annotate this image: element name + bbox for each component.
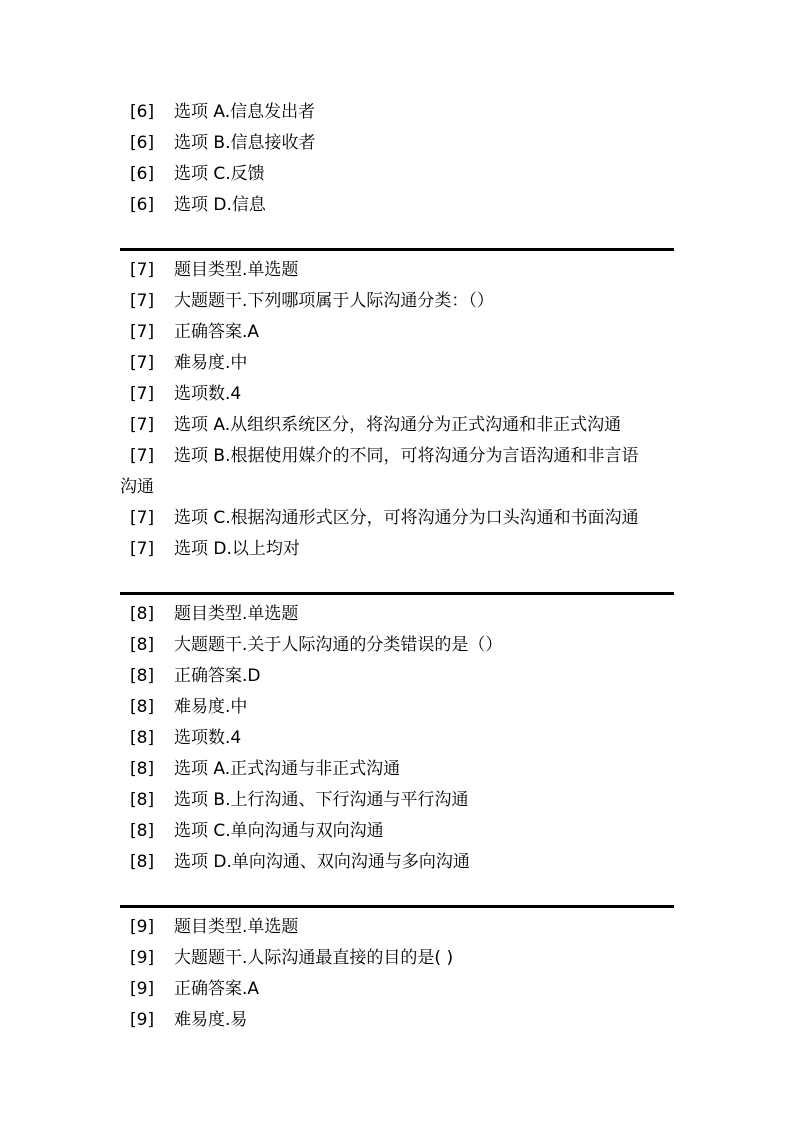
document-line <box>120 912 674 943</box>
document-line <box>120 410 674 441</box>
document-line <box>120 630 674 661</box>
document-line <box>120 128 674 159</box>
line-text: 选项 B.根据使用媒介的不同，可将沟通分为言语沟通和非言语 <box>174 446 639 466</box>
line-text: 题目类型.单选题 <box>174 604 299 624</box>
line-text: 大题题干.关于人际沟通的分类错误的是（） <box>174 635 503 655</box>
question-block-8 <box>120 599 674 878</box>
line-text: 选项 C.反馈 <box>174 164 265 184</box>
question-number: [8] <box>130 697 155 717</box>
line-text: 选项 C.根据沟通形式区分，可将沟通分为口头沟通和书面沟通 <box>174 508 639 528</box>
line-text: 选项 A.正式沟通与非正式沟通 <box>174 759 401 779</box>
document-line <box>120 159 674 190</box>
question-block-9 <box>120 912 674 1036</box>
line-text: 选项 D.单向沟通、双向沟通与多向沟通 <box>174 852 470 872</box>
document-line <box>120 503 674 534</box>
document-line <box>120 190 674 221</box>
line-text: 正确答案.D <box>174 666 261 686</box>
line-text: 难易度.中 <box>174 697 248 717</box>
document-line <box>120 97 674 128</box>
question-number: [8] <box>130 759 155 779</box>
line-text: 选项 B.信息接收者 <box>174 133 316 153</box>
document-line <box>120 317 674 348</box>
question-number: [6] <box>130 195 155 215</box>
line-text: 正确答案.A <box>174 979 260 999</box>
document-line <box>120 723 674 754</box>
document-line <box>120 692 674 723</box>
line-text: 沟通 <box>120 477 154 497</box>
line-text: 题目类型.单选题 <box>174 260 299 280</box>
line-text: 选项 C.单向沟通与双向沟通 <box>174 821 384 841</box>
section-divider <box>120 248 674 251</box>
question-number: [8] <box>130 604 155 624</box>
question-number: [7] <box>130 446 155 466</box>
question-number: [7] <box>130 415 155 435</box>
document-line <box>120 816 674 847</box>
line-text: 选项 B.上行沟通、下行沟通与平行沟通 <box>174 790 469 810</box>
question-block-6 <box>120 97 674 221</box>
line-text: 正确答案.A <box>174 322 260 342</box>
document-line <box>120 286 674 317</box>
document-line <box>120 754 674 785</box>
line-text: 难易度.易 <box>174 1010 248 1030</box>
document-line <box>120 348 674 379</box>
line-text: 选项数.4 <box>174 728 242 748</box>
question-number: [8] <box>130 821 155 841</box>
question-number: [8] <box>130 790 155 810</box>
document-line <box>120 661 674 692</box>
line-text: 选项 D.以上均对 <box>174 539 300 559</box>
document-line <box>120 599 674 630</box>
question-number: [7] <box>130 384 155 404</box>
question-number: [6] <box>130 164 155 184</box>
question-number: [8] <box>130 852 155 872</box>
section-divider <box>120 592 674 595</box>
document-line <box>120 255 674 286</box>
question-number: [7] <box>130 353 155 373</box>
document-line <box>120 534 674 565</box>
line-text: 题目类型.单选题 <box>174 917 299 937</box>
document-line <box>120 847 674 878</box>
question-number: [7] <box>130 291 155 311</box>
question-number: [6] <box>130 133 155 153</box>
line-text: 选项数.4 <box>174 384 242 404</box>
question-number: [6] <box>130 102 155 122</box>
question-number: [7] <box>130 260 155 280</box>
document-line <box>120 785 674 816</box>
question-number: [8] <box>130 666 155 686</box>
document-line <box>120 379 674 410</box>
question-number: [7] <box>130 508 155 528</box>
question-block-7 <box>120 255 674 565</box>
question-number: [9] <box>130 1010 155 1030</box>
line-text: 选项 A.从组织系统区分，将沟通分为正式沟通和非正式沟通 <box>174 415 622 435</box>
document-line <box>120 943 674 974</box>
line-text: 大题题干.人际沟通最直接的目的是( ) <box>174 948 454 968</box>
line-text: 难易度.中 <box>174 353 248 373</box>
document-line-continuation <box>120 472 674 503</box>
question-number: [7] <box>130 322 155 342</box>
question-number: [9] <box>130 979 155 999</box>
question-number: [8] <box>130 728 155 748</box>
question-number: [9] <box>130 917 155 937</box>
document-line <box>120 441 674 472</box>
question-number: [9] <box>130 948 155 968</box>
question-number: [8] <box>130 635 155 655</box>
question-number: [7] <box>130 539 155 559</box>
line-text: 选项 D.信息 <box>174 195 266 215</box>
line-text: 选项 A.信息发出者 <box>174 102 316 122</box>
document-body <box>120 97 674 1036</box>
document-line <box>120 1005 674 1036</box>
document-line <box>120 974 674 1005</box>
section-divider <box>120 905 674 908</box>
line-text: 大题题干.下列哪项属于人际沟通分类：（） <box>174 291 494 311</box>
